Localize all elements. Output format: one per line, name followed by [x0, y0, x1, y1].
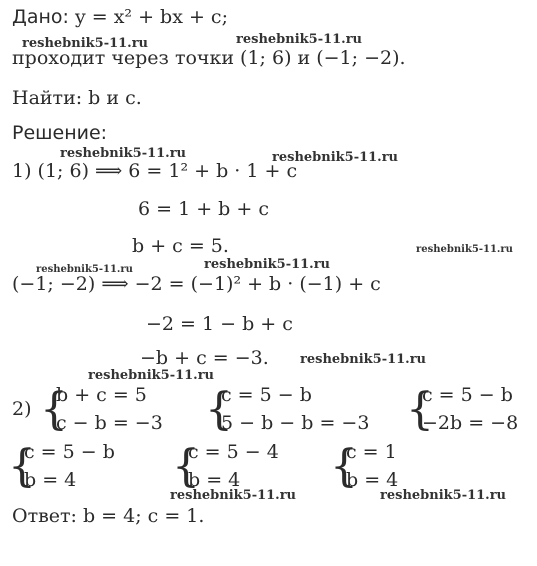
watermark: reshebnik5-11.ru	[272, 150, 399, 165]
watermark: reshebnik5-11.ru	[88, 368, 215, 383]
given-label: Дано:	[12, 6, 69, 28]
system-5-row-2: b = 4	[188, 469, 241, 491]
find-line: Найти: b и c.	[12, 87, 142, 109]
watermark: reshebnik5-11.ru	[236, 32, 363, 47]
system-6-row-2: b = 4	[346, 469, 399, 491]
step1-line6: −b + c = −3.	[140, 347, 269, 369]
system-1-row-1: b + c = 5	[56, 384, 147, 406]
given-equation: y = x² + bx + c;	[74, 6, 228, 28]
watermark: reshebnik5-11.ru	[204, 257, 331, 272]
brace-icon: {	[330, 441, 358, 492]
system-2-row-1: c = 5 − b	[221, 384, 312, 406]
system-2-row-2: 5 − b − b = −3	[221, 412, 370, 434]
system-4-row-2: b = 4	[24, 469, 77, 491]
brace-icon: {	[406, 384, 434, 435]
given-condition: проходит через точки (1; 6) и (−1; −2).	[12, 47, 406, 69]
step1-line5: −2 = 1 − b + c	[146, 313, 293, 335]
system-1-row-2: c − b = −3	[56, 412, 163, 434]
watermark: reshebnik5-11.ru	[416, 244, 513, 255]
step1-line2: 6 = 1 + b + c	[138, 198, 269, 220]
brace-icon: {	[172, 441, 200, 492]
system-3-row-1: c = 5 − b	[422, 384, 513, 406]
step2-label: 2)	[12, 398, 32, 420]
watermark: reshebnik5-11.ru	[380, 488, 507, 503]
brace-icon: {	[40, 384, 68, 435]
system-4-row-1: c = 5 − b	[24, 441, 115, 463]
watermark: reshebnik5-11.ru	[36, 264, 133, 275]
step1-line3: b + c = 5.	[132, 235, 229, 257]
watermark: reshebnik5-11.ru	[60, 146, 187, 161]
brace-icon: {	[8, 441, 36, 492]
system-6-row-1: c = 1	[346, 441, 397, 463]
brace-icon: {	[205, 384, 233, 435]
given-line	[12, 6, 228, 28]
step1-line4: (−1; −2) ⟹ −2 = (−1)² + b · (−1) + c	[12, 273, 381, 295]
solution-heading: Решение:	[12, 122, 108, 144]
watermark: reshebnik5-11.ru	[170, 488, 297, 503]
step1-line1: 1) (1; 6) ⟹ 6 = 1² + b · 1 + c	[12, 160, 298, 182]
system-3-row-2: −2b = −8	[422, 412, 519, 434]
system-5-row-1: c = 5 − 4	[188, 441, 279, 463]
watermark: reshebnik5-11.ru	[300, 352, 427, 367]
watermark: reshebnik5-11.ru	[22, 36, 149, 51]
answer-line: Ответ: b = 4; c = 1.	[12, 505, 205, 527]
